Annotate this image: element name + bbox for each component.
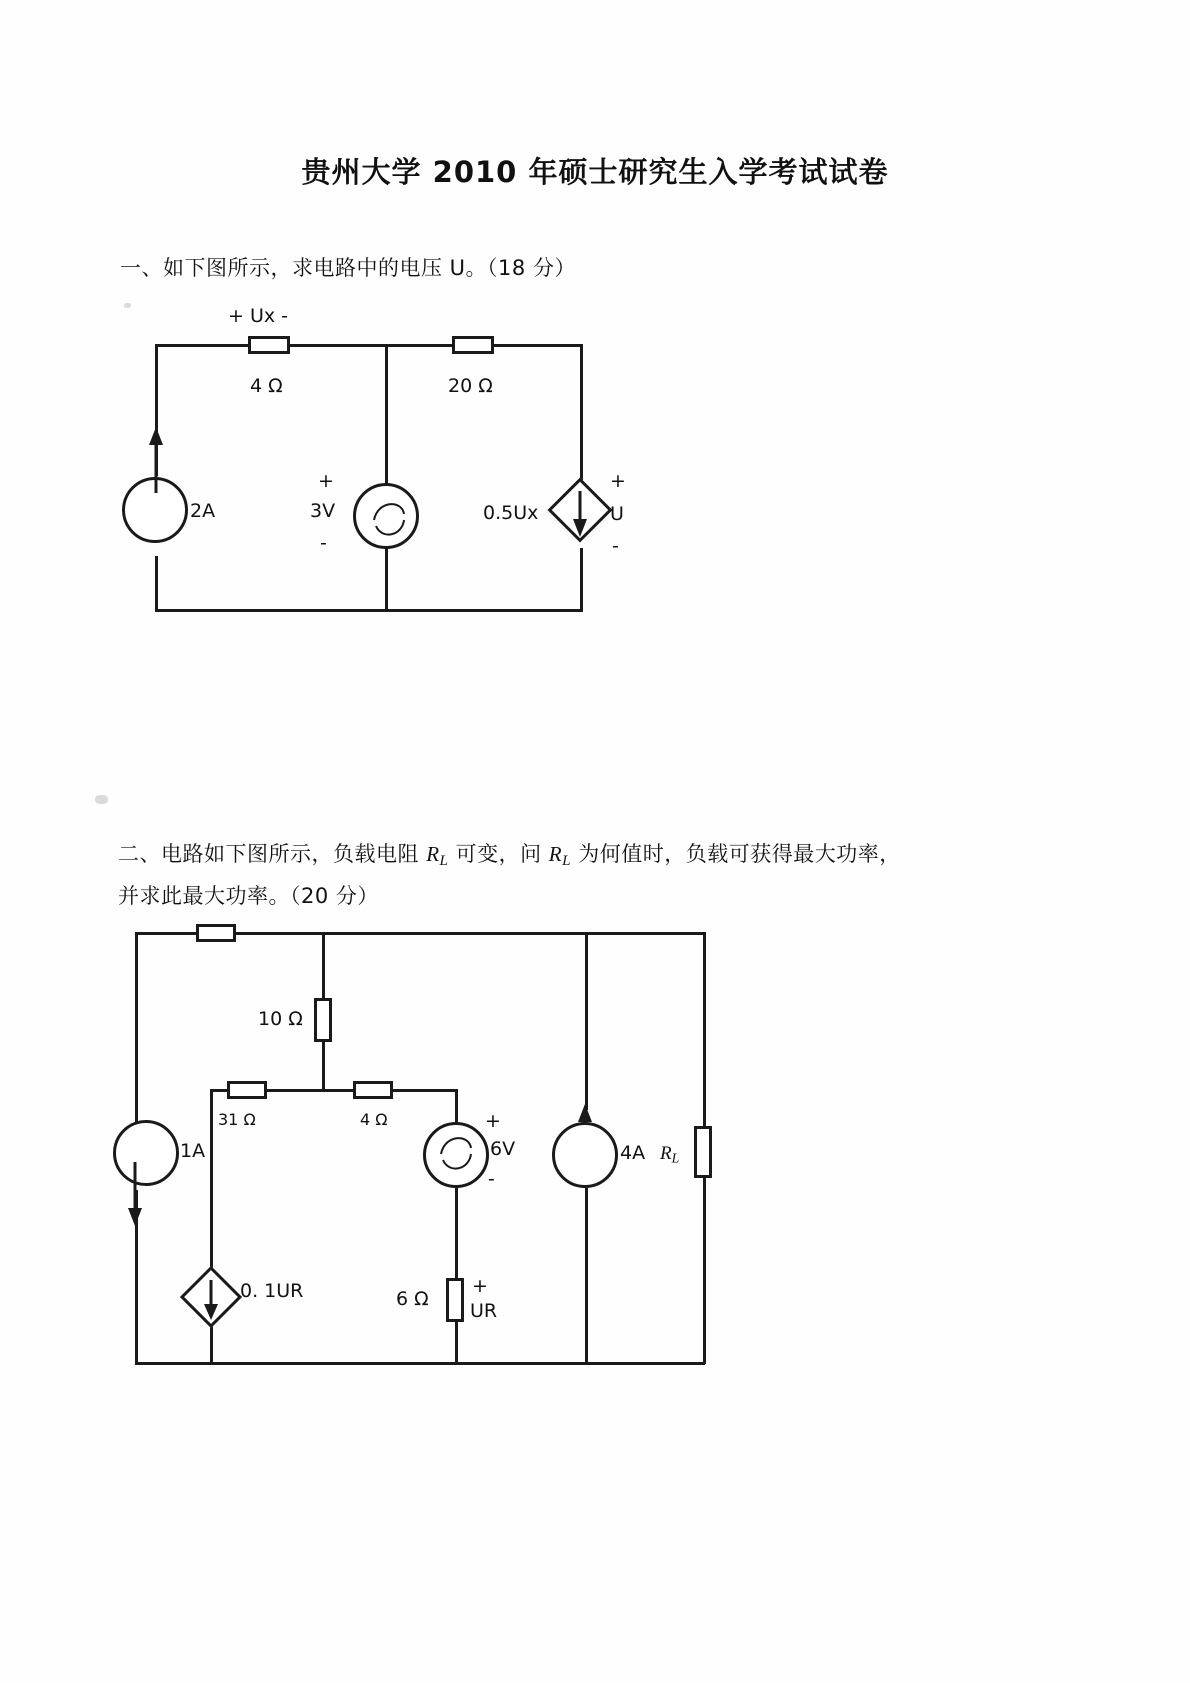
wire2-top-b — [234, 932, 704, 935]
resistor-load-rl — [694, 1126, 712, 1178]
label-resistor-10ohm: 10 Ω — [258, 1008, 303, 1030]
wire-left-lower — [155, 556, 158, 612]
resistor-31ohm — [227, 1081, 267, 1099]
label-vs6-minus: - — [488, 1168, 495, 1190]
wire2-6ohm-lower — [455, 1321, 458, 1364]
resistor-4ohm — [248, 336, 290, 354]
current-arrow-down-1a — [121, 1160, 151, 1232]
wire2-4a-upper — [585, 932, 588, 1110]
label-dependent-source: 0.5Ux — [483, 502, 539, 524]
wire2-mid-h-c — [392, 1089, 456, 1092]
label-u-minus: - — [612, 535, 619, 557]
wire2-mid-h-a — [210, 1089, 228, 1092]
label-resistor-31ohm: 31 Ω — [218, 1110, 256, 1129]
voltage-source-3v-glyph — [368, 490, 418, 542]
scan-artifact — [95, 795, 108, 804]
label-resistor-4ohm: 4 Ω — [250, 375, 283, 397]
dependent-current-arrow-down — [566, 487, 596, 539]
wire-bottom — [155, 609, 583, 612]
label-load-resistor: $R_L$ — [660, 1143, 680, 1166]
current-arrow-up — [140, 425, 174, 495]
label-dependent-source-2: 0. 1UR — [240, 1280, 304, 1302]
label-current-source-1a: 1A — [180, 1140, 206, 1162]
resistor-6ohm — [446, 1278, 464, 1322]
label-output-voltage-u: U — [610, 503, 624, 525]
label-current-source-2a: 2A — [190, 500, 216, 522]
scan-artifact — [124, 303, 131, 308]
label-vs-minus: - — [320, 532, 327, 554]
label-ur: UR — [470, 1300, 498, 1322]
question-2-text-line1: 二、电路如下图所示，负载电阻 $R_L$ 可变，问 $R_L$ 为何值时，负载可获得最大功率， — [118, 842, 901, 869]
question-2-text-line2: 并求此最大功率。（20 分） — [118, 884, 379, 908]
wire-top-mid — [287, 344, 454, 347]
label-resistor-6ohm: 6 Ω — [396, 1288, 429, 1310]
wire2-mid-h-b — [266, 1089, 354, 1092]
wire2-4a-lower — [585, 1188, 588, 1364]
question-1-text: 一、如下图所示，求电路中的电压 U。（18 分） — [120, 256, 576, 280]
label-ux-polarity: + Ux - — [228, 305, 289, 327]
wire2-10ohm-lower — [322, 1041, 325, 1091]
wire-mid-upper — [385, 344, 388, 484]
label-resistor-4ohm-2: 4 Ω — [360, 1110, 388, 1129]
label-u-plus: + — [610, 470, 626, 492]
label-resistor-20ohm: 20 Ω — [448, 375, 493, 397]
voltage-source-6v-glyph — [435, 1126, 485, 1178]
wire-mid-lower — [385, 548, 388, 612]
wire2-bottom — [135, 1362, 705, 1365]
wire-right-upper — [580, 344, 583, 487]
label-voltage-source-6v: 6V — [490, 1138, 516, 1160]
label-vs-plus: + — [318, 470, 334, 492]
label-vs6-plus: + — [485, 1110, 501, 1132]
wire2-top-a — [135, 932, 197, 935]
wire-right-lower — [580, 548, 583, 612]
resistor-7ohm — [196, 924, 236, 942]
label-ur-plus: + — [472, 1275, 488, 1297]
resistor-10ohm — [314, 998, 332, 1042]
resistor-4ohm-2 — [353, 1081, 393, 1099]
label-current-source-4a: 4A — [620, 1142, 646, 1164]
wire-top-left — [155, 344, 250, 347]
wire-top-right — [494, 344, 582, 347]
wire2-left-upper — [135, 932, 138, 1124]
page-title: 贵州大学 2010 年硕士研究生入学考试试卷 — [301, 155, 889, 189]
dependent-current-arrow-down-2 — [197, 1276, 227, 1326]
wire2-dep-upper — [210, 1089, 213, 1275]
label-voltage-source-3v: 3V — [310, 500, 336, 522]
resistor-20ohm — [452, 336, 494, 354]
wire2-rl-lower — [703, 1177, 706, 1364]
wire2-6v-upper — [455, 1089, 458, 1123]
wire2-10ohm-upper — [322, 932, 325, 999]
current-source-4a-symbol — [552, 1122, 618, 1188]
wire2-6v-lower — [455, 1188, 458, 1278]
wire2-rl-upper — [703, 932, 706, 1126]
